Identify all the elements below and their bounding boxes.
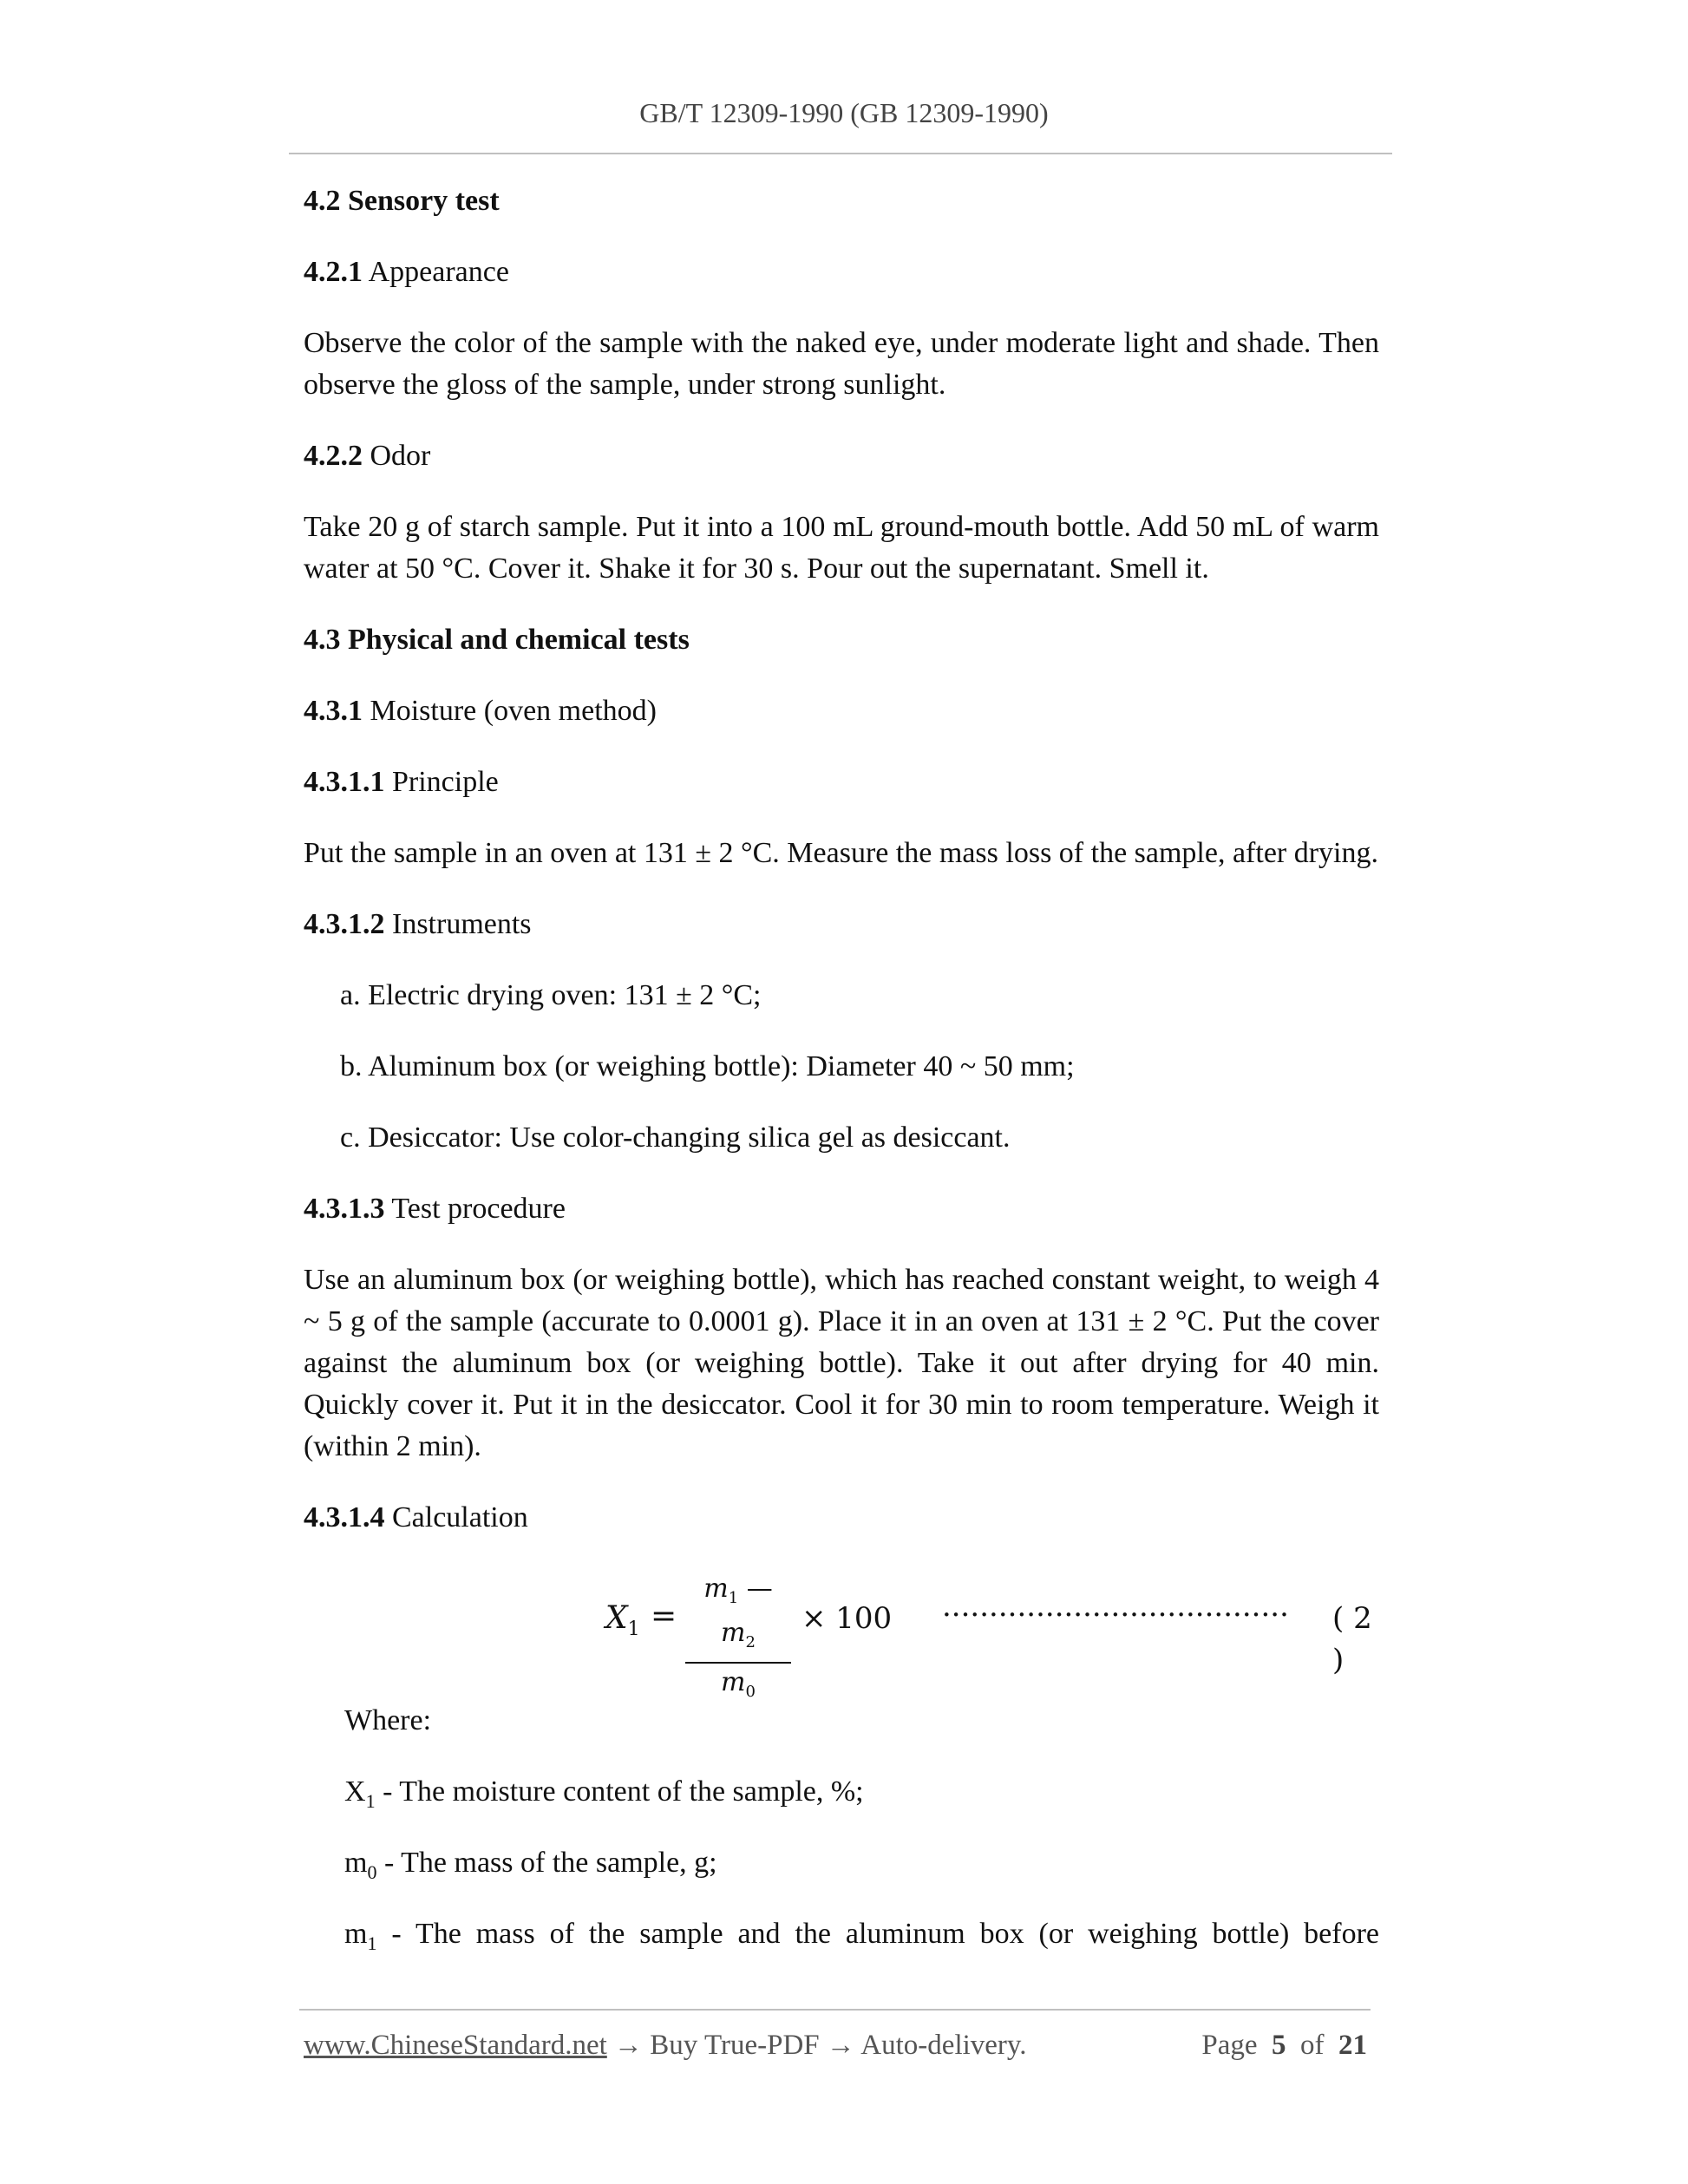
heading-4-3 [304,619,1379,661]
section-title: Sensory test [348,185,500,217]
header-divider [289,153,1392,154]
current-page: 5 [1272,2030,1286,2061]
section-title: Appearance [368,256,509,288]
section-title: Moisture (oven method) [370,695,657,727]
heading-4-3-1-1 [304,762,1379,803]
paragraph-odor: Take 20 g of starch sample. Put it into a 100 mL ground-mouth bottle. Add 50 mL of warm water at 50 °C. Cover it. Shake it for 30 s. Pour out the supernatant. Smell it. [304,511,1379,585]
heading-4-3-1 [304,690,1379,732]
paragraph-appearance: Observe the color of the sample with the naked eye, under moderate light and shade. Then observe the gloss of the sample, under strong sunlight. [304,327,1379,401]
formula-numerator: $m_1$ — $m_2$ [703,1573,773,1651]
page-footer [304,2030,1367,2062]
footer-tagline: → Buy True-PDF → Auto-delivery. [606,2030,1027,2061]
list-item: a. Electric drying oven: 131 ± 2 °C; [340,979,762,1011]
section-title: Calculation [392,1501,528,1533]
variable-definition: $m_1$ - The mass of the sample and the aluminum box (or weighing bottle) before [344,1918,1379,1954]
formula-lhs: $X_1$ [605,1600,640,1641]
formula-fraction [685,1572,791,1710]
page-indicator: Page 5 of 21 [1201,2030,1367,2061]
section-number: 4.3.1.1 [304,766,385,798]
paragraph-principle: Put the sample in an oven at 131 ± 2 °C. Measure the mass loss of the sample, after drying. [304,837,1379,869]
heading-4-3-1-2 [304,904,1379,945]
section-title: Principle [392,766,499,798]
section-number: 4.2 [304,185,341,217]
paragraph-test-procedure: Use an aluminum box (or weighing bottle), which has reached constant weight, to weigh 4 ~ 5 g of the sample (accurate to 0.0001 g). Place it in an oven at 131 ± 2 °C. Put the cover against the aluminum box (or weighing bottle). Take it out after drying for 40 min. Quickly cover it. Put it in the desiccator. Cool it for 30 min to room temperature. Weigh it (within 2 min). [304,1264,1379,1462]
total-pages: 21 [1338,2030,1367,2061]
formula-multiplier: × 100 [801,1601,893,1636]
list-item: c. Desiccator: Use color-changing silica gel as desiccant. [340,1121,1011,1154]
section-number: 4.3.1 [304,695,363,727]
fraction-bar [685,1662,791,1664]
page-header: GB/T 12309-1990 (GB 12309-1990) [639,97,1049,128]
section-number: 4.2.1 [304,256,363,288]
formula-2 [304,1568,1379,1701]
heading-4-2 [304,180,1379,222]
section-title: Instruments [392,908,532,940]
section-title: Odor [370,440,431,472]
formula-number: ( 2 ) [1332,1601,1372,1677]
section-title: Physical and chemical tests [348,624,690,656]
section-number: 4.2.2 [304,440,363,472]
formula-leader-dots: ····································· [942,1598,1289,1632]
site-link[interactable]: www.ChineseStandard.net [304,2030,607,2061]
heading-4-3-1-3 [304,1188,1379,1230]
heading-4-3-1-4 [304,1497,1379,1539]
variable-definition: $m_0$ - The mass of the sample, g; [344,1847,717,1883]
heading-4-2-2 [304,435,1379,477]
footer-divider [299,2009,1371,2011]
document-body [304,180,1379,1985]
heading-4-2-1 [304,252,1379,293]
section-title: Test procedure [391,1193,566,1225]
section-number: 4.3.1.2 [304,908,385,940]
where-label: Where: [344,1704,432,1736]
section-number: 4.3.1.4 [304,1501,385,1533]
variable-definition: $X_1$ - The moisture content of the sample, %; [344,1775,864,1812]
section-number: 4.3.1.3 [304,1193,385,1225]
list-item: b. Aluminum box (or weighing bottle): Diameter 40 ~ 50 mm; [340,1050,1075,1082]
section-number: 4.3 [304,624,341,656]
formula-denominator: $m_0$ [721,1667,756,1701]
formula-equals: = [651,1599,677,1634]
